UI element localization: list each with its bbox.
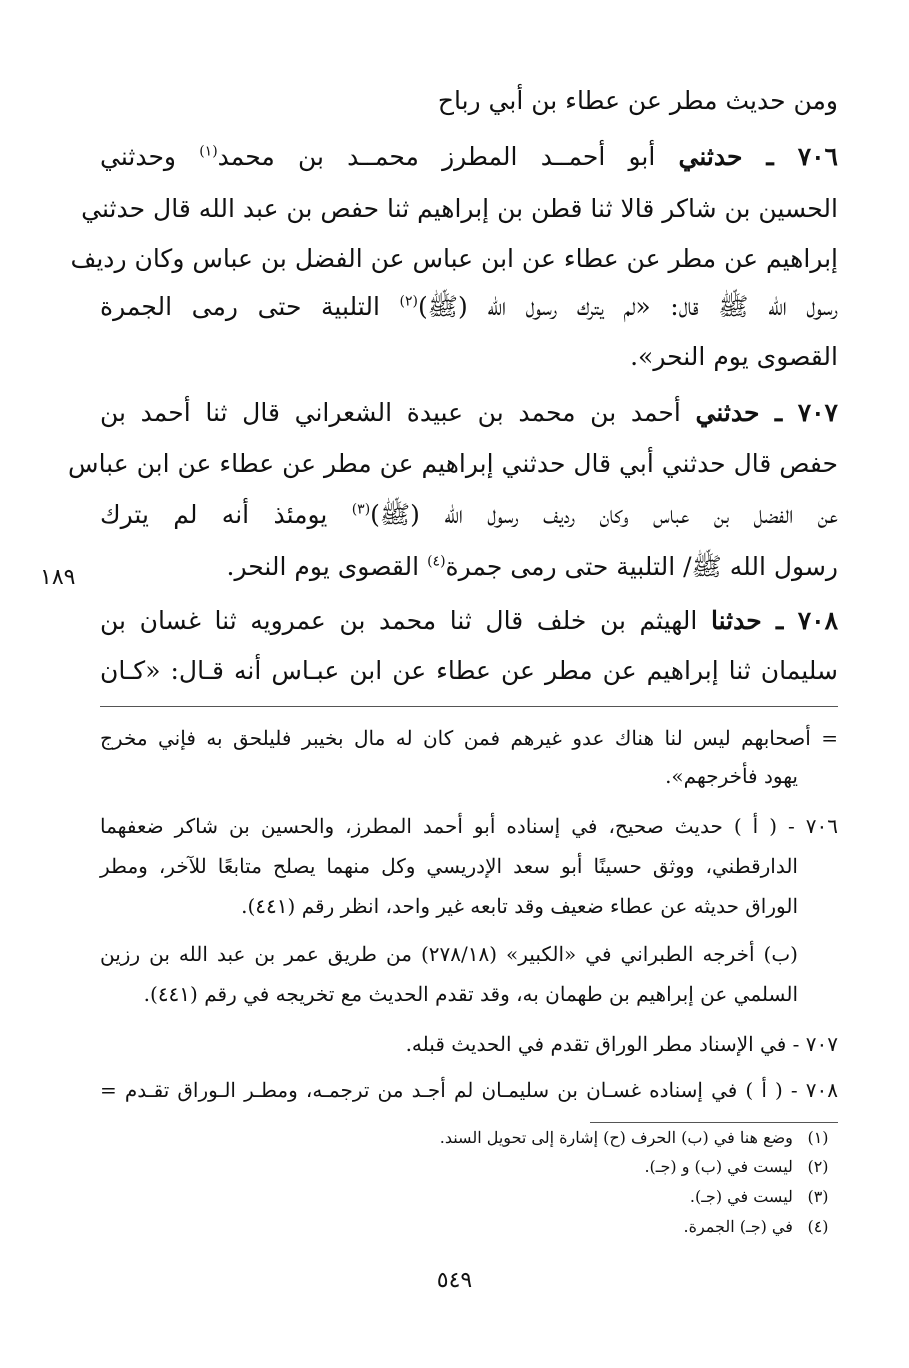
- footnote-ref: (١): [199, 143, 218, 160]
- commentary-line: يهود فأخرجهم».: [665, 764, 798, 788]
- page-number: ٥٤٩: [436, 1268, 473, 1293]
- hadith-706-line-2: الحسين بن شاكر قالا ثنا قطن بن إبراهيم ثنا حفص بن عبد الله قال حدثني: [81, 194, 838, 223]
- footnote-ref: (٢): [399, 293, 418, 310]
- commentary-line: ٧٠٧ - في الإسناد مطر الوراق تقدم في الحديث قبله.: [405, 1032, 838, 1056]
- commentary-line: ٧٠٨ - ( أ ) في إسناده غسـان بن سليمـان لم أجـد من ترجمـه، ومطـر الـوراق تقـدم =: [100, 1078, 838, 1102]
- commentary-line: السلمي عن إبراهيم بن طهمان به، وقد تقدم الحديث مع تخريجه في رقم (٤٤١).: [143, 982, 798, 1006]
- section-header: ومن حديث مطر عن عطاء بن أبي رباح: [437, 86, 838, 115]
- hadith-number: ٧٠٦ ـ حدثني: [678, 142, 838, 171]
- footnote-item: (٣) ليست في (جـ).: [689, 1187, 829, 1206]
- hadith-707-line-3: عن الفضل بن عباس وكان رديف رسول الله (ﷺ)$^{(٣)}$ يومئذ أنه لم يترك: [100, 500, 838, 529]
- hadith-706-line-4: رسول الله ﷺ قال: «لم يترك رسول الله (ﷺ)$^{(٢)}$ التلبية حتى رمى الجمرة: [100, 292, 838, 321]
- hadith-706-line-1: ٧٠٦ ـ حدثني أبو أحمــد المطرز محمــد بن محمد$^{(١)}$ وحدثني: [100, 142, 838, 171]
- footnote-ref: (٣): [351, 501, 371, 518]
- footnote-item: (٤) في (جـ) الجمرة.: [683, 1217, 829, 1236]
- hadith-707-line-4: رسول الله ﷺ/ التلبية حتى رمى جمرة$^{(٤)}$ القصوى يوم النحر.: [226, 552, 838, 581]
- hadith-number: ٧٠٧ ـ حدثني: [695, 398, 838, 427]
- footnote-item: (١) وضع هنا في (ب) الحرف (ح) إشارة إلى تحويل السند.: [439, 1128, 829, 1147]
- margin-manuscript-number: ١٨٩: [40, 565, 76, 590]
- commentary-line: الوراق حديثه عن عطاء ضعيف وقد تابعه غير واحد، انظر رقم (٤٤١).: [241, 894, 798, 918]
- hadith-708-line-2: سليمان ثنا إبراهيم عن مطر عن عطاء عن ابن عبـاس أنه قـال: «كـان: [100, 656, 838, 685]
- footnote-ref: (٤): [427, 553, 446, 570]
- footnote-divider: [590, 1122, 838, 1123]
- divider: [100, 706, 838, 707]
- commentary-line: الدارقطني، ووثق حسينًا أبو سعد الإدريسي وكل منهما يصلح متابعًا للآخر، ومطر: [100, 854, 798, 878]
- commentary-line: (ب) أخرجه الطبراني في «الكبير» (٢٧٨/١٨) من طريق عمر بن عبد الله بن رزين: [100, 942, 798, 966]
- hadith-706-line-3: إبراهيم عن مطر عن عطاء عن ابن عباس عن الفضل بن عباس وكان رديف: [70, 244, 838, 273]
- hadith-706-line-5: القصوى يوم النحر».: [630, 342, 838, 371]
- hadith-number: ٧٠٨ ـ حدثنا: [710, 606, 839, 635]
- commentary-line: ٧٠٦ - ( أ ) حديث صحيح، في إسناده أبو أحمد المطرز، والحسين بن شاكر ضعفهما: [100, 814, 838, 838]
- commentary-line: = أصحابهم ليس لنا هناك عدو غيرهم فمن كان له مال بخيبر فليلحق به فإني مخرج: [100, 726, 838, 750]
- hadith-707-line-2: حفص قال حدثني أبي قال حدثني إبراهيم عن مطر عن عطاء عن ابن عباس: [68, 449, 838, 478]
- hadith-707-line-1: ٧٠٧ ـ حدثني أحمد بن محمد بن عبيدة الشعراني قال ثنا أحمد بن: [100, 398, 838, 427]
- footnote-item: (٢) ليست في (ب) و (جـ).: [644, 1157, 829, 1176]
- hadith-708-line-1: ٧٠٨ ـ حدثنا الهيثم بن خلف قال ثنا محمد بن عمرويه ثنا غسان بن: [100, 606, 839, 635]
